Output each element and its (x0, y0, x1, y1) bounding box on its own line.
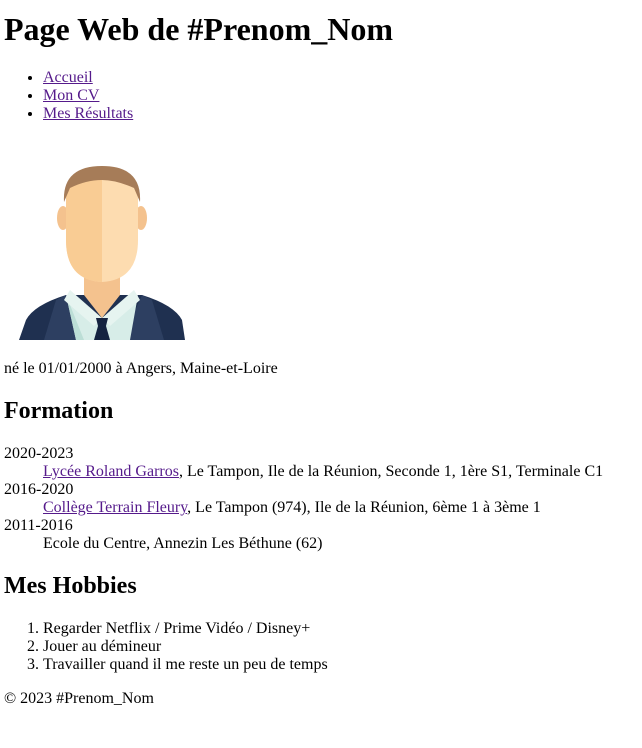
hobby-item: 3. Travailler quand il me reste un peu de temps (43, 656, 328, 674)
formation-period: 2020-2023 (4, 445, 74, 462)
hobbies-list (4, 620, 328, 674)
page-title: Page Web de #Prenom_Nom (4, 11, 393, 47)
formation-entry: Ecole du Centre, Annezin Les Béthune (62) (43, 535, 323, 552)
nav-list (4, 69, 133, 123)
hobby-item: 2. Jouer au démineur (43, 638, 328, 656)
avatar-icon (4, 150, 204, 340)
nav-link-cv[interactable]: Mon CV (43, 87, 100, 104)
nav-item-resultats (43, 105, 133, 123)
formation-period: 2011-2016 (4, 517, 73, 534)
formation-entry (43, 499, 603, 517)
birth-info: né le 01/01/2000 à Angers, Maine-et-Loire (4, 360, 278, 377)
hobby-item: 1. Regarder Netflix / Prime Vidéo / Disney+ (43, 620, 328, 638)
formation-details: , Le Tampon (974), Ile de la Réunion, 6ème 1 à 3ème 1 (187, 499, 541, 516)
formation-list (4, 445, 603, 553)
nav-item-cv (43, 87, 133, 105)
school-link-college[interactable]: Collège Terrain Fleury (43, 499, 188, 516)
formation-entry (43, 463, 603, 481)
school-link-lycee[interactable]: Lycée Roland Garros (43, 463, 179, 480)
formation-details: , Le Tampon, Ile de la Réunion, Seconde 1, 1ère S1, Terminale C1 (178, 463, 604, 480)
nav-link-accueil[interactable]: Accueil (43, 69, 93, 86)
hobbies-heading: Mes Hobbies (4, 573, 137, 599)
nav-link-resultats[interactable]: Mes Résultats (43, 105, 134, 122)
footer-copyright: © 2023 #Prenom_Nom (4, 690, 154, 707)
formation-period: 2016-2020 (4, 481, 74, 498)
formation-heading: Formation (4, 398, 114, 424)
nav-item-accueil (43, 69, 133, 87)
